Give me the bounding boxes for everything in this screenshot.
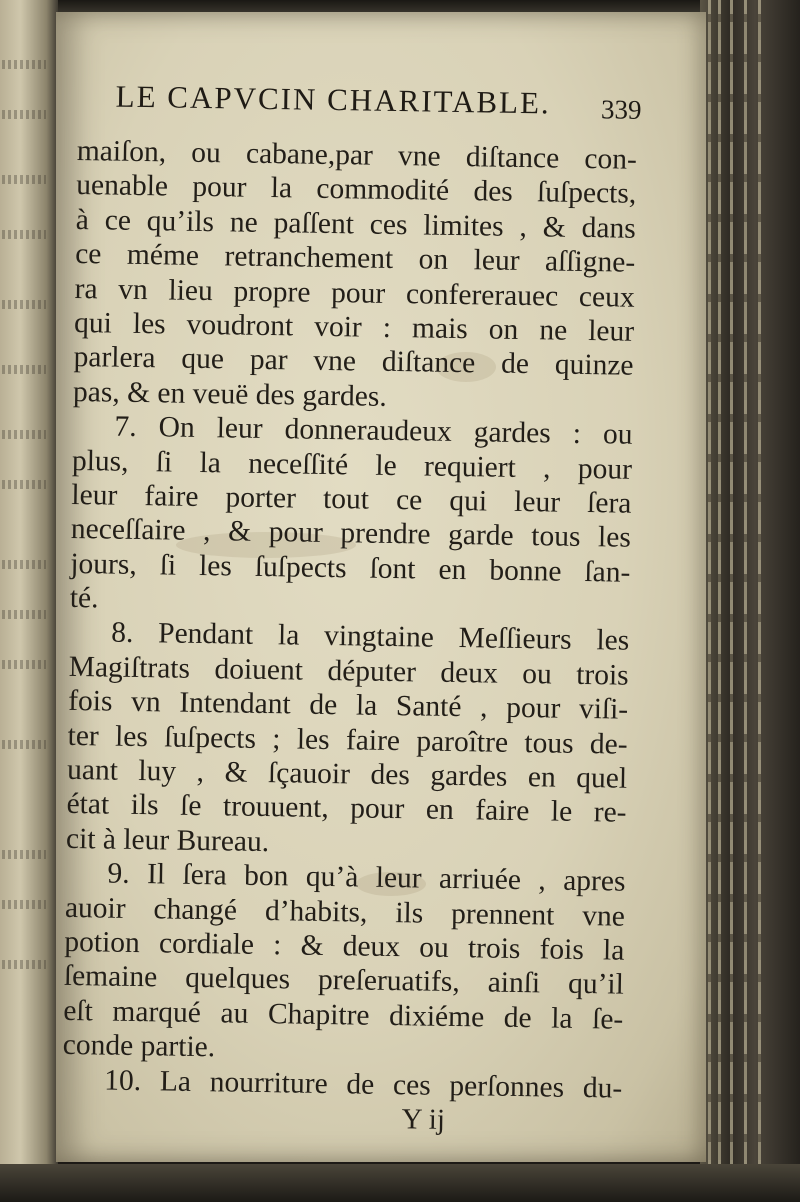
text-line: potion cordiale : & deux ou trois fois la [64,925,625,967]
page-number: 339 [600,94,642,125]
text-line: neceſſaire , & pour prendre garde tous les [70,513,632,555]
paragraph-8-start: 8. Pendant la vingtaine Meſſieurs les [111,617,630,658]
bottom-book-edge [0,1164,800,1202]
paragraph-7-start: 7. On leur donneraudeux gardes : ou [114,410,633,451]
text-line: eſt marqué au Chapitre dixiéme de la ſe- [63,994,624,1036]
text-line: fois vn Intendant de la Santé , pour viſi- [67,685,629,726]
text-line: Magiſtrats doiuent députer deux ou trois [68,650,629,692]
text-line: cit à leur Bureau. [65,822,270,858]
facing-page-gutter [0,0,58,1202]
running-head [77,78,642,143]
text-line: jours, ſi les ſuſpects ſont en bonne ſan- [70,547,631,589]
paragraph-10-start: 10. La nourriture de ces perſonnes du- [104,1064,623,1105]
text-line: état ils ſe trouuent, pour en faire le re- [66,788,627,830]
text-line: ra vn lieu propre pour confererauec ceux [74,272,635,314]
running-head-title: LE CAPVCIN CHARITABLE. [115,78,551,121]
text-line: parlera que par vne diſtance de quinze [73,341,634,383]
text-line: ce méme retranchement on leur aſſigne- [74,238,636,279]
text-line: maiſon, ou cabane,par vne diſtance con- [76,134,638,176]
text-line: uant luy , & ſçauoir des gardes en quel [66,753,628,795]
text-line: conde partie. [62,1029,216,1064]
text-line: pas, & en veuë des gardes. [72,375,388,413]
text-line: auoir changé d’habits, ils prennent vne [64,891,626,933]
text-line: leur faire porter tout ce qui leur ſera [71,478,632,520]
text-line: ſemaine quelques preſeruatifs, ainſi qu’il [63,960,625,1002]
text-line: uenable pour la commodité des ſuſpects, [76,169,637,211]
book-page [56,12,706,1162]
page-block-edge [700,0,800,1202]
text-block [61,78,642,1140]
signature-mark: Y ij [401,1103,446,1136]
text-line: ter les ſuſpects ; les faire paroître tous de- [67,719,628,761]
text-line: plus, ſi la neceſſité le requiert , pour [71,444,633,486]
text-line: qui les voudront voir : mais on ne leur [73,306,635,348]
text-line: té. [69,582,99,615]
text-line: à ce qu’ils ne paſſent ces limites , & dans [75,203,636,245]
paragraph-9-start: 9. Il ſera bon qu’à leur arriuée , apres [107,857,626,898]
